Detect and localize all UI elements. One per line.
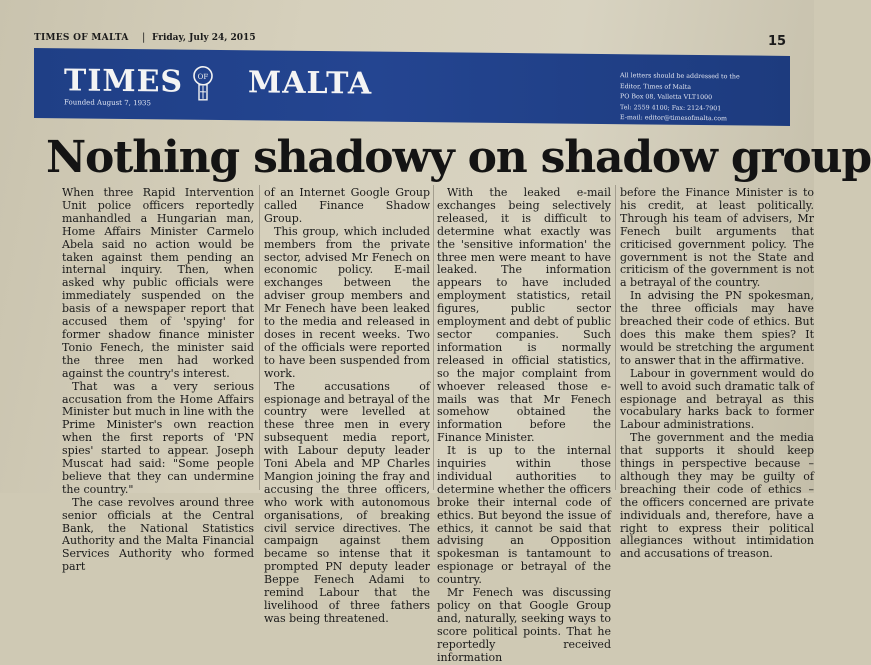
paragraph: When three Rapid Intervention Unit police officers reportedly manhandled a Hungarian man, Home Affairs Minister Carmelo Abela said no action would be taken against them pending an internal inquiry. Then, when asked why public officials were immediately suspended on the basis of a newspaper report that accused them of 'spying' for former shadow finance minister Tonio Fenech, the minister said the three men had worked against the country's interest. xyxy=(62,187,254,381)
folio-paper-name: TIMES OF MALTA xyxy=(34,33,129,43)
paragraph: of an Internet Google Group called Finance Shadow Group. xyxy=(264,187,430,226)
page-folio xyxy=(28,33,788,47)
column-rule xyxy=(615,185,616,490)
paragraph: before the Finance Minister is to his credit, at least politically. Through his team of advisers, Mr Fenech built arguments that criticised government policy. The government is not the State and criticism of the government is not a betrayal of the country. xyxy=(620,187,814,290)
article-column-3 xyxy=(437,187,611,493)
folio-separator: | xyxy=(142,32,145,43)
masthead-title-right: MALTA xyxy=(248,65,372,101)
letters-line: Tel: 2559 4100; Fax: 2124-7901 xyxy=(620,103,740,115)
column-rule xyxy=(433,185,434,490)
masthead-title-left: TIMES xyxy=(64,63,183,99)
paragraph: The accusations of espionage and betrayal of the country were levelled at these three men in every subsequent media report, with Labour deputy leader Toni Abela and MP Charles Mangion joining the fray and accusing the three officers, who work with autonomous organisations, of breaking civil service directives. The campaign against them became so intense that it prompted PN deputy leader Beppe Fenech Adami to remind Labour that the livelihood of three fathers was being threatened. xyxy=(264,381,430,626)
letters-line: PO Box 08, Valletta VLT1000 xyxy=(620,92,740,104)
paragraph: Mr Fenech was discussing policy on that Google Group and, naturally, seeking ways to score political points. That he reportedly received information xyxy=(437,587,611,664)
letters-line: Editor, Times of Malta xyxy=(620,82,740,94)
article-column-1 xyxy=(62,187,254,493)
founded-line: Founded August 7, 1935 xyxy=(64,98,151,107)
paragraph: It is up to the internal inquiries within those individual authorities to determine whether the officers broke their internal code of ethics. But beyond the issue of ethics, it cannot be said that advising an Opposition spokesman is tantamount to espionage or betrayal of the country. xyxy=(437,445,611,587)
article-column-4 xyxy=(620,187,814,493)
letters-line: E-mail: editor@timesofmalta.com xyxy=(620,113,740,125)
paragraph: Labour in government would do well to avoid such dramatic talk of espionage and betrayal as this vocabulary harks back to former Labour administrations. xyxy=(620,368,814,433)
article-column-2 xyxy=(264,187,430,493)
page-number: 15 xyxy=(768,34,786,49)
article-headline: Nothing shadowy on shadow group xyxy=(46,132,806,183)
crest-icon xyxy=(188,64,218,102)
letters-address-block xyxy=(620,71,740,125)
column-rule xyxy=(259,185,260,490)
paragraph: The government and the media that supports it should keep things in perspective because – although they may be guilty of breaching their code of ethics – the officers concerned are private individuals and, therefore, have a right to express their political allegiances without intimidation and accusations of treason. xyxy=(620,432,814,561)
paragraph: With the leaked e-mail exchanges being selectively released, it is difficult to determine what exactly was the 'sensitive information' the three men were meant to have leaked. The information appears to have included employment statistics, retail figures, public sector employment and debt of public sector companies. Such information is normally released in official statistics, so the major complaint from whoever released those e-mails was that Mr Fenech somehow obtained the information before the Finance Minister. xyxy=(437,187,611,445)
paragraph: That was a very serious accusation from the Home Affairs Minister but much in line with the Prime Minister's own reaction when the first reports of 'PN spies' started to appear. Joseph Muscat had said: "Some people believe that they can undermine the country." xyxy=(62,381,254,497)
masthead-title xyxy=(64,63,372,101)
folio-date: Friday, July 24, 2015 xyxy=(152,33,256,43)
editorial-masthead xyxy=(34,48,790,126)
paragraph: In advising the PN spokesman, the three officials may have breached their code of ethics. But does this make them spies? It would be stretching the argument to answer that in the affirmative. xyxy=(620,290,814,367)
crest-text: OF xyxy=(198,73,209,81)
paragraph: The case revolves around three senior officials at the Central Bank, the National Statistics Authority and the Malta Financial Services Authority who formed part xyxy=(62,497,254,574)
paragraph: This group, which included members from the private sector, advised Mr Fenech on economic policy. E-mail exchanges between the adviser group members and Mr Fenech have been leaked to the media and released in doses in recent weeks. Two of the officials were reported to have been suspended from work. xyxy=(264,226,430,381)
letters-line: All letters should be addressed to the xyxy=(620,71,740,83)
